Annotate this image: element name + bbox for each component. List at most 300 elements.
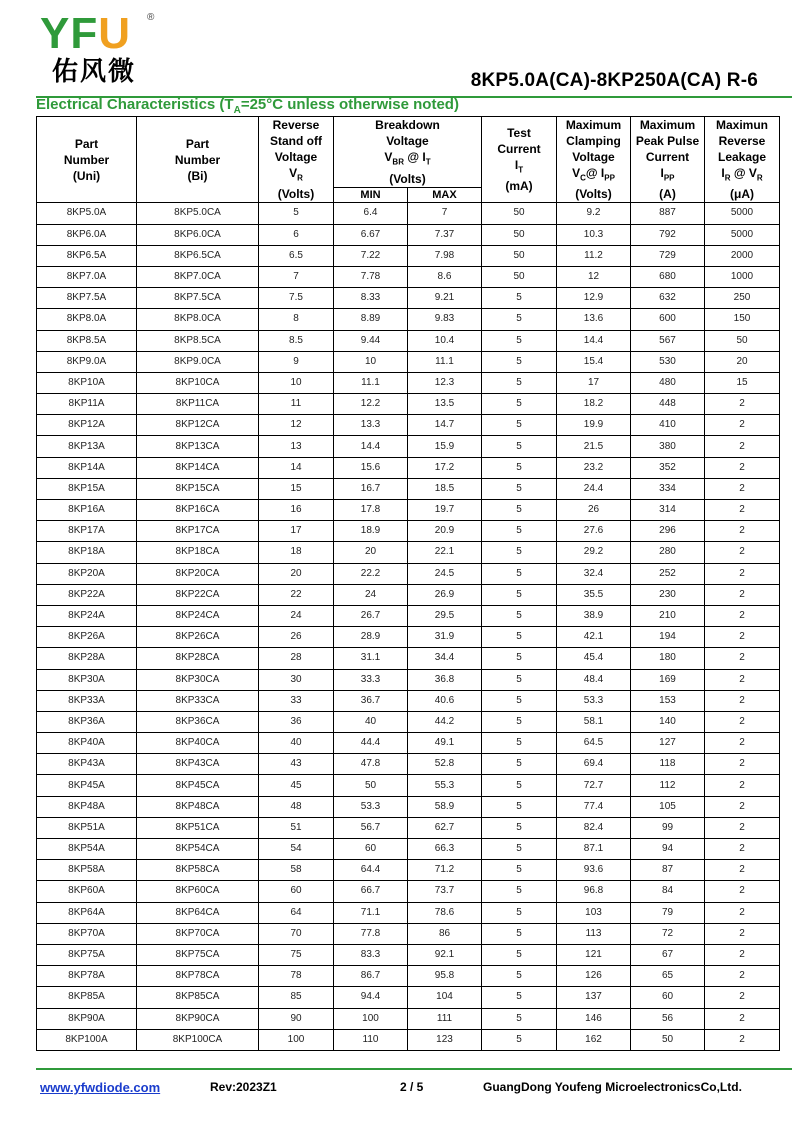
cell-vc: 93.6 (557, 860, 631, 881)
cell-vr: 58 (259, 860, 334, 881)
cell-part-uni: 8KP20A (37, 563, 137, 584)
company-name: GuangDong Youfeng MicroelectronicsCo,Ltd. (483, 1080, 742, 1094)
cell-vc: 12.9 (557, 288, 631, 309)
cell-part-bi: 8KP78CA (137, 966, 259, 987)
cell-vbr-min: 44.4 (334, 733, 408, 754)
website-link[interactable]: www.yfwdiode.com (40, 1080, 161, 1095)
cell-it: 50 (482, 266, 557, 287)
cell-it: 5 (482, 1029, 557, 1050)
cell-it: 5 (482, 817, 557, 838)
cell-part-uni: 8KP100A (37, 1029, 137, 1050)
table-row (37, 542, 780, 563)
company-logo (40, 10, 170, 90)
cell-ir: 20 (705, 351, 780, 372)
table-header-row (37, 117, 780, 188)
cell-it: 5 (482, 394, 557, 415)
cell-part-bi: 8KP11CA (137, 394, 259, 415)
cell-it: 5 (482, 648, 557, 669)
table-row (37, 605, 780, 626)
cell-part-uni: 8KP5.0A (37, 203, 137, 224)
cell-ir: 2 (705, 860, 780, 881)
cell-part-uni: 8KP43A (37, 754, 137, 775)
cell-vc: 69.4 (557, 754, 631, 775)
cell-part-uni: 8KP26A (37, 627, 137, 648)
cell-vc: 21.5 (557, 436, 631, 457)
logo-letters (40, 10, 131, 58)
cell-ir: 1000 (705, 266, 780, 287)
cell-vbr-max: 123 (408, 1029, 482, 1050)
cell-vr: 17 (259, 521, 334, 542)
cell-it: 5 (482, 987, 557, 1008)
cell-it: 5 (482, 330, 557, 351)
cell-vbr-min: 16.7 (334, 478, 408, 499)
cell-ir: 15 (705, 372, 780, 393)
cell-ipp: 127 (631, 733, 705, 754)
cell-vc: 121 (557, 944, 631, 965)
cell-part-bi: 8KP90CA (137, 1008, 259, 1029)
cell-vbr-max: 86 (408, 923, 482, 944)
cell-vr: 7 (259, 266, 334, 287)
cell-ipp: 230 (631, 584, 705, 605)
cell-vbr-min: 11.1 (334, 372, 408, 393)
cell-part-bi: 8KP54CA (137, 839, 259, 860)
cell-part-bi: 8KP6.0CA (137, 224, 259, 245)
cell-vbr-min: 14.4 (334, 436, 408, 457)
cell-ipp: 680 (631, 266, 705, 287)
cell-ipp: 112 (631, 775, 705, 796)
cell-ir: 2 (705, 584, 780, 605)
cell-vc: 23.2 (557, 457, 631, 478)
cell-part-bi: 8KP18CA (137, 542, 259, 563)
cell-part-uni: 8KP9.0A (37, 351, 137, 372)
table-row (37, 733, 780, 754)
cell-part-uni: 8KP7.5A (37, 288, 137, 309)
cell-vr: 30 (259, 669, 334, 690)
footer-divider (36, 1068, 792, 1070)
cell-vbr-max: 14.7 (408, 415, 482, 436)
cell-vbr-max: 34.4 (408, 648, 482, 669)
cell-vbr-min: 47.8 (334, 754, 408, 775)
cell-vbr-max: 104 (408, 987, 482, 1008)
cell-vbr-min: 7.78 (334, 266, 408, 287)
document-title: 8KP5.0A(CA)-8KP250A(CA) R-6 (470, 70, 758, 91)
table-row (37, 415, 780, 436)
cell-ir: 2 (705, 711, 780, 732)
cell-ipp: 410 (631, 415, 705, 436)
cell-part-bi: 8KP51CA (137, 817, 259, 838)
logo-letters-yf: YF (40, 9, 99, 58)
cell-ir: 5000 (705, 224, 780, 245)
cell-part-uni: 8KP54A (37, 839, 137, 860)
cell-vbr-max: 8.6 (408, 266, 482, 287)
cell-vbr-max: 52.8 (408, 754, 482, 775)
table-row (37, 330, 780, 351)
col-header-test-current: Test Current $I_T$ (mA) (482, 117, 557, 203)
cell-ir: 5000 (705, 203, 780, 224)
cell-vc: 58.1 (557, 711, 631, 732)
cell-part-bi: 8KP70CA (137, 923, 259, 944)
cell-vbr-min: 100 (334, 1008, 408, 1029)
cell-it: 5 (482, 288, 557, 309)
cell-part-uni: 8KP58A (37, 860, 137, 881)
cell-part-bi: 8KP75CA (137, 944, 259, 965)
table-row (37, 584, 780, 605)
cell-vbr-min: 50 (334, 775, 408, 796)
cell-part-uni: 8KP22A (37, 584, 137, 605)
cell-vc: 82.4 (557, 817, 631, 838)
cell-part-bi: 8KP85CA (137, 987, 259, 1008)
cell-vr: 16 (259, 500, 334, 521)
cell-part-bi: 8KP40CA (137, 733, 259, 754)
cell-part-bi: 8KP43CA (137, 754, 259, 775)
cell-vr: 100 (259, 1029, 334, 1050)
cell-ipp: 296 (631, 521, 705, 542)
cell-part-uni: 8KP10A (37, 372, 137, 393)
table-row (37, 817, 780, 838)
cell-vr: 90 (259, 1008, 334, 1029)
cell-vbr-min: 8.89 (334, 309, 408, 330)
table-row (37, 203, 780, 224)
cell-vbr-max: 11.1 (408, 351, 482, 372)
cell-it: 5 (482, 415, 557, 436)
cell-vbr-min: 24 (334, 584, 408, 605)
cell-it: 5 (482, 521, 557, 542)
cell-vr: 18 (259, 542, 334, 563)
cell-part-bi: 8KP33CA (137, 690, 259, 711)
cell-ipp: 169 (631, 669, 705, 690)
cell-ir: 150 (705, 309, 780, 330)
cell-ipp: 314 (631, 500, 705, 521)
cell-it: 5 (482, 1008, 557, 1029)
cell-ir: 2 (705, 817, 780, 838)
table-row (37, 839, 780, 860)
cell-vbr-min: 94.4 (334, 987, 408, 1008)
cell-part-bi: 8KP17CA (137, 521, 259, 542)
cell-vbr-max: 95.8 (408, 966, 482, 987)
cell-vbr-max: 49.1 (408, 733, 482, 754)
cell-ir: 2 (705, 1008, 780, 1029)
cell-vbr-max: 31.9 (408, 627, 482, 648)
cell-vc: 48.4 (557, 669, 631, 690)
cell-it: 50 (482, 245, 557, 266)
table-body (37, 203, 780, 1051)
cell-vc: 19.9 (557, 415, 631, 436)
table-row (37, 245, 780, 266)
cell-part-bi: 8KP45CA (137, 775, 259, 796)
cell-part-uni: 8KP40A (37, 733, 137, 754)
cell-vbr-max: 9.21 (408, 288, 482, 309)
cell-ir: 2 (705, 1029, 780, 1050)
cell-part-uni: 8KP36A (37, 711, 137, 732)
cell-vbr-max: 13.5 (408, 394, 482, 415)
table-row (37, 563, 780, 584)
cell-ipp: 887 (631, 203, 705, 224)
cell-vbr-max: 29.5 (408, 605, 482, 626)
cell-vr: 24 (259, 605, 334, 626)
cell-part-uni: 8KP85A (37, 987, 137, 1008)
table-row (37, 944, 780, 965)
cell-part-bi: 8KP15CA (137, 478, 259, 499)
cell-vc: 45.4 (557, 648, 631, 669)
cell-vr: 6.5 (259, 245, 334, 266)
cell-ipp: 567 (631, 330, 705, 351)
cell-ir: 2 (705, 796, 780, 817)
cell-vc: 162 (557, 1029, 631, 1050)
cell-part-uni: 8KP48A (37, 796, 137, 817)
table-row (37, 775, 780, 796)
cell-ir: 2 (705, 881, 780, 902)
cell-vr: 14 (259, 457, 334, 478)
cell-part-uni: 8KP90A (37, 1008, 137, 1029)
cell-vr: 28 (259, 648, 334, 669)
cell-vbr-max: 24.5 (408, 563, 482, 584)
cell-vbr-max: 22.1 (408, 542, 482, 563)
cell-part-uni: 8KP51A (37, 817, 137, 838)
cell-vc: 146 (557, 1008, 631, 1029)
table-row (37, 754, 780, 775)
cell-vr: 8 (259, 309, 334, 330)
revision-label: Rev:2023Z1 (210, 1080, 277, 1094)
cell-ir: 2 (705, 415, 780, 436)
cell-vbr-min: 10 (334, 351, 408, 372)
cell-vr: 48 (259, 796, 334, 817)
cell-it: 5 (482, 457, 557, 478)
table-row (37, 796, 780, 817)
cell-vbr-min: 40 (334, 711, 408, 732)
cell-vc: 64.5 (557, 733, 631, 754)
cell-it: 5 (482, 754, 557, 775)
cell-vbr-min: 77.8 (334, 923, 408, 944)
cell-vc: 14.4 (557, 330, 631, 351)
cell-ipp: 252 (631, 563, 705, 584)
cell-it: 50 (482, 203, 557, 224)
cell-vr: 11 (259, 394, 334, 415)
table-row (37, 881, 780, 902)
cell-part-uni: 8KP17A (37, 521, 137, 542)
cell-it: 5 (482, 860, 557, 881)
cell-ipp: 140 (631, 711, 705, 732)
cell-ipp: 105 (631, 796, 705, 817)
cell-vc: 17 (557, 372, 631, 393)
cell-it: 5 (482, 690, 557, 711)
cell-vr: 10 (259, 372, 334, 393)
cell-part-uni: 8KP30A (37, 669, 137, 690)
cell-ir: 2 (705, 944, 780, 965)
cell-ipp: 600 (631, 309, 705, 330)
cell-vbr-min: 6.67 (334, 224, 408, 245)
cell-part-bi: 8KP7.0CA (137, 266, 259, 287)
cell-part-uni: 8KP12A (37, 415, 137, 436)
cell-part-uni: 8KP13A (37, 436, 137, 457)
cell-part-bi: 8KP58CA (137, 860, 259, 881)
cell-vc: 96.8 (557, 881, 631, 902)
cell-vbr-max: 58.9 (408, 796, 482, 817)
col-header-reverse-standoff-voltage: Reverse Stand off Voltage $V_R$ (Volts) (259, 117, 334, 203)
cell-vbr-min: 36.7 (334, 690, 408, 711)
cell-it: 5 (482, 944, 557, 965)
cell-it: 5 (482, 605, 557, 626)
cell-vbr-max: 15.9 (408, 436, 482, 457)
cell-ir: 50 (705, 330, 780, 351)
cell-vc: 26 (557, 500, 631, 521)
cell-vc: 137 (557, 987, 631, 1008)
cell-ipp: 480 (631, 372, 705, 393)
cell-vbr-max: 55.3 (408, 775, 482, 796)
cell-ir: 2 (705, 627, 780, 648)
cell-part-bi: 8KP6.5CA (137, 245, 259, 266)
cell-vr: 33 (259, 690, 334, 711)
cell-vbr-max: 18.5 (408, 478, 482, 499)
cell-vc: 15.4 (557, 351, 631, 372)
cell-part-bi: 8KP26CA (137, 627, 259, 648)
cell-it: 5 (482, 500, 557, 521)
cell-it: 5 (482, 563, 557, 584)
cell-vc: 42.1 (557, 627, 631, 648)
cell-ir: 2 (705, 542, 780, 563)
cell-vc: 29.2 (557, 542, 631, 563)
cell-vbr-max: 92.1 (408, 944, 482, 965)
cell-it: 5 (482, 372, 557, 393)
cell-ipp: 79 (631, 902, 705, 923)
cell-vbr-min: 53.3 (334, 796, 408, 817)
cell-ipp: 65 (631, 966, 705, 987)
table-row (37, 457, 780, 478)
cell-part-bi: 8KP64CA (137, 902, 259, 923)
cell-part-uni: 8KP11A (37, 394, 137, 415)
cell-it: 5 (482, 775, 557, 796)
cell-vr: 78 (259, 966, 334, 987)
cell-part-uni: 8KP16A (37, 500, 137, 521)
cell-vbr-max: 111 (408, 1008, 482, 1029)
cell-ipp: 280 (631, 542, 705, 563)
col-header-clamping-voltage: Maximum Clamping Voltage $V_C@$ $I_{PP}$ (Volts) (557, 117, 631, 203)
cell-part-bi: 8KP100CA (137, 1029, 259, 1050)
cell-vc: 9.2 (557, 203, 631, 224)
cell-vbr-max: 71.2 (408, 860, 482, 881)
cell-part-uni: 8KP14A (37, 457, 137, 478)
table-row (37, 309, 780, 330)
cell-ipp: 118 (631, 754, 705, 775)
cell-vbr-min: 31.1 (334, 648, 408, 669)
cell-vc: 103 (557, 902, 631, 923)
cell-ir: 2000 (705, 245, 780, 266)
cell-ir: 2 (705, 839, 780, 860)
cell-vc: 72.7 (557, 775, 631, 796)
table-row (37, 648, 780, 669)
cell-part-uni: 8KP70A (37, 923, 137, 944)
cell-part-bi: 8KP20CA (137, 563, 259, 584)
cell-ir: 2 (705, 563, 780, 584)
cell-ir: 250 (705, 288, 780, 309)
cell-vbr-max: 10.4 (408, 330, 482, 351)
table-row (37, 1008, 780, 1029)
table-row (37, 690, 780, 711)
cell-vr: 51 (259, 817, 334, 838)
cell-vbr-min: 60 (334, 839, 408, 860)
cell-vbr-min: 17.8 (334, 500, 408, 521)
cell-part-bi: 8KP48CA (137, 796, 259, 817)
cell-ipp: 84 (631, 881, 705, 902)
section-title: Electrical Characteristics ($T_A=25^\circ C$ unless otherwise noted) (36, 96, 459, 116)
cell-vbr-min: 110 (334, 1029, 408, 1050)
logo-letters-u: U (98, 9, 132, 58)
cell-vbr-min: 26.7 (334, 605, 408, 626)
cell-vbr-min: 13.3 (334, 415, 408, 436)
cell-part-uni: 8KP6.5A (37, 245, 137, 266)
table-row (37, 902, 780, 923)
table-row (37, 288, 780, 309)
cell-it: 5 (482, 351, 557, 372)
cell-part-bi: 8KP60CA (137, 881, 259, 902)
cell-part-uni: 8KP8.5A (37, 330, 137, 351)
cell-vbr-min: 7.22 (334, 245, 408, 266)
cell-vr: 85 (259, 987, 334, 1008)
cell-it: 5 (482, 796, 557, 817)
col-header-peak-pulse-current: Maximum Peak Pulse Current $I_{PP}$ (A) (631, 117, 705, 203)
cell-ir: 2 (705, 669, 780, 690)
table-row (37, 669, 780, 690)
cell-vbr-min: 28.9 (334, 627, 408, 648)
cell-vr: 13 (259, 436, 334, 457)
cell-part-uni: 8KP15A (37, 478, 137, 499)
cell-vr: 54 (259, 839, 334, 860)
cell-vc: 11.2 (557, 245, 631, 266)
cell-ir: 2 (705, 436, 780, 457)
table-row (37, 436, 780, 457)
cell-vbr-max: 26.9 (408, 584, 482, 605)
cell-part-bi: 8KP22CA (137, 584, 259, 605)
cell-it: 5 (482, 542, 557, 563)
cell-ipp: 448 (631, 394, 705, 415)
cell-part-uni: 8KP18A (37, 542, 137, 563)
cell-part-bi: 8KP7.5CA (137, 288, 259, 309)
table-row (37, 478, 780, 499)
cell-ipp: 94 (631, 839, 705, 860)
col-header-breakdown-voltage: Breakdown Voltage $V_{BR}$ @ $I_T$ (Volts) (334, 117, 482, 188)
cell-part-uni: 8KP6.0A (37, 224, 137, 245)
cell-ipp: 180 (631, 648, 705, 669)
cell-vbr-max: 17.2 (408, 457, 482, 478)
table-row (37, 351, 780, 372)
cell-ir: 2 (705, 457, 780, 478)
cell-ir: 2 (705, 648, 780, 669)
cell-ipp: 729 (631, 245, 705, 266)
cell-vbr-min: 18.9 (334, 521, 408, 542)
cell-vbr-min: 33.3 (334, 669, 408, 690)
cell-part-bi: 8KP36CA (137, 711, 259, 732)
cell-vr: 5 (259, 203, 334, 224)
cell-vbr-min: 8.33 (334, 288, 408, 309)
cell-vbr-min: 66.7 (334, 881, 408, 902)
cell-vbr-max: 7 (408, 203, 482, 224)
cell-vc: 87.1 (557, 839, 631, 860)
cell-ipp: 530 (631, 351, 705, 372)
cell-ir: 2 (705, 966, 780, 987)
cell-vbr-max: 62.7 (408, 817, 482, 838)
cell-vbr-max: 44.2 (408, 711, 482, 732)
cell-ipp: 67 (631, 944, 705, 965)
cell-ir: 2 (705, 902, 780, 923)
cell-vr: 9 (259, 351, 334, 372)
cell-ipp: 632 (631, 288, 705, 309)
cell-part-uni: 8KP7.0A (37, 266, 137, 287)
cell-it: 5 (482, 436, 557, 457)
cell-ir: 2 (705, 500, 780, 521)
cell-vbr-min: 22.2 (334, 563, 408, 584)
col-header-vbr-min: MIN (334, 188, 408, 203)
cell-ipp: 194 (631, 627, 705, 648)
cell-it: 50 (482, 224, 557, 245)
